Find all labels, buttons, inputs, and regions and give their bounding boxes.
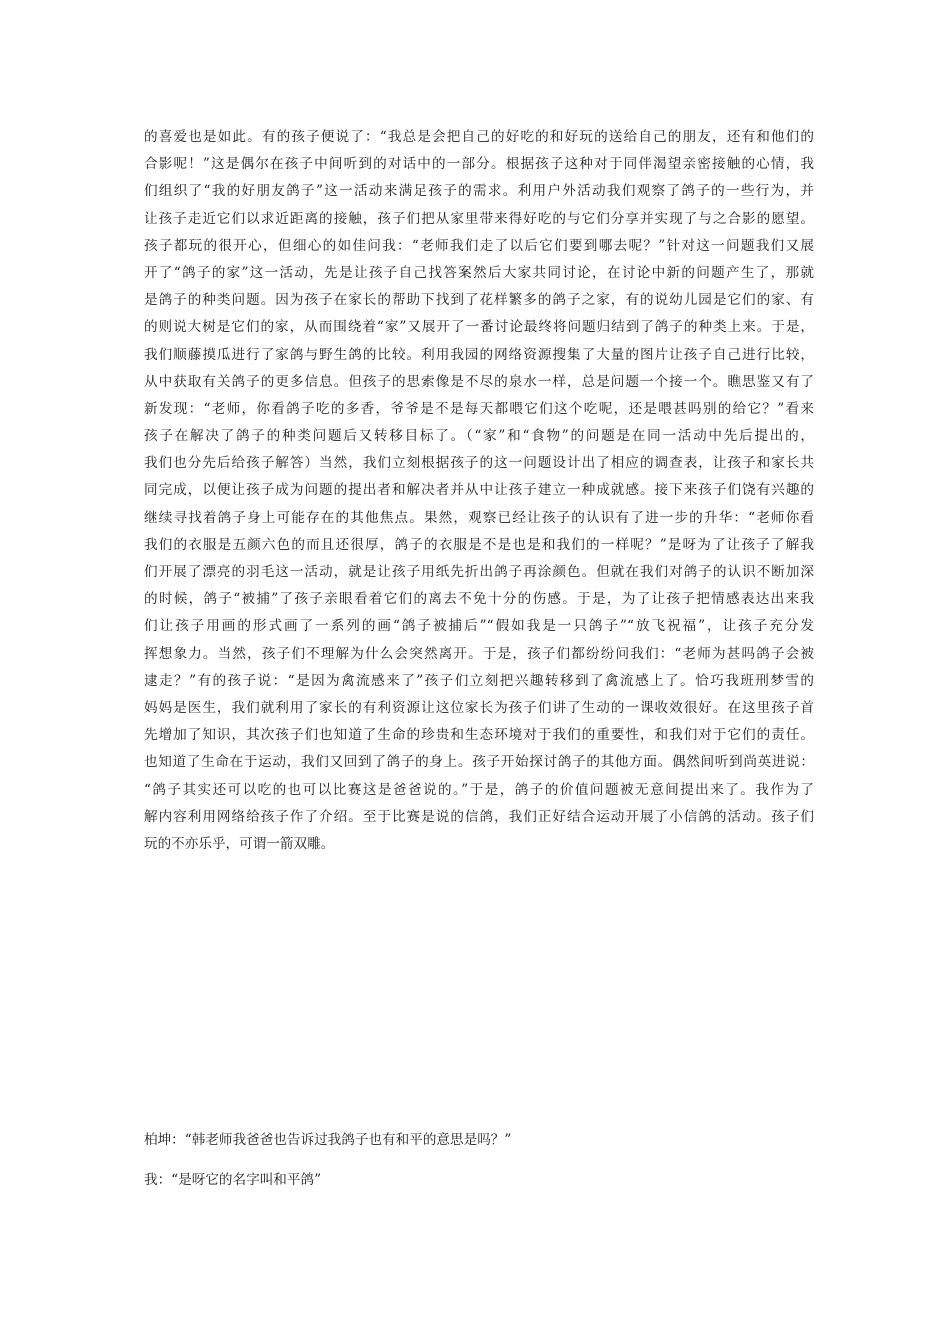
paragraph-line: 们让孩子用画的形式画了一系列的画“鸽子被捕后”“假如我是一只鸽子”“放飞祝福”，让孩子充分发 (144, 618, 814, 635)
paragraph-line: 继续寻找着鸽子身上可能存在的其他焦点。果然，观察已经让孩子的认识有了进一步的升华：“老师你看 (144, 509, 814, 526)
paragraph-line: “鸽子其实还可以吃的也可以比赛这是爸爸说的。”于是，鸽子的价值问题被无意间提出来了。我作为了 (144, 781, 814, 798)
paragraph-line: 新发现：“老师，你看鸽子吃的多香，爷爷是不是每天都喂它们这个吃呢，还是喂甚吗别的给它？”看来 (144, 400, 814, 417)
paragraph-line: 我们顺藤摸瓜进行了家鸽与野生鸽的比较。利用我园的网络资源搜集了大量的图片让孩子自己进行比较， (144, 346, 814, 363)
paragraph-line: 妈妈是医生，我们就利用了家长的有利资源让这位家长为孩子们讲了生动的一课收效很好。在这里孩子首 (144, 699, 814, 716)
dialogue-line-teacher: 我：“是呀它的名字叫和平鸽” (144, 1172, 322, 1188)
paragraph-line: 我们的衣服是五颜六色的而且还很厚，鸽子的衣服是不是也是和我们的一样呢？”是呀为了让孩子了解我 (144, 536, 814, 553)
paragraph-line: 的则说大树是它们的家，从而围绕着“家”又展开了一番讨论最终将问题归结到了鸽子的种类上来。于是， (144, 319, 814, 336)
paragraph-line: 合影呢！”这是偶尔在孩子中间听到的对话中的一部分。根据孩子这种对于同伴渴望亲密接触的心情，我 (144, 156, 814, 173)
paragraph-line: 孩子在解决了鸽子的种类问题后又转移目标了。（“家”和“食物”的问题是在同一活动中先后提出的， (144, 428, 814, 445)
paragraph-line: 的喜爱也是如此。有的孩子便说了：“我总是会把自己的好吃的和好玩的送给自己的朋友，还有和他们的 (144, 129, 814, 145)
paragraph-line: 开了“鸽子的家”这一活动，先是让孩子自己找答案然后大家共同讨论，在讨论中新的问题产生了，那就 (144, 264, 814, 281)
paragraph-line: 也知道了生命在于运动，我们又回到了鸽子的身上。孩子开始探讨鸽子的其他方面。偶然间听到尚英进说： (144, 754, 814, 771)
paragraph-line: 解内容利用网络给孩子作了介绍。至于比赛是说的信鸽，我们正好结合运动开展了小信鸽的活动。孩子们 (144, 808, 814, 825)
paragraph-line: 同完成，以便让孩子成为问题的提出者和解决者并从中让孩子建立一种成就感。接下来孩子们饶有兴趣的 (144, 482, 814, 499)
paragraph-line: 逮走？”有的孩子说：“是因为禽流感来了”孩子们立刻把兴趣转移到了禽流感上了。恰巧我班刑梦雪的 (144, 672, 814, 689)
paragraph-line: 从中获取有关鸽子的更多信息。但孩子的思索像是不尽的泉水一样，总是问题一个接一个。瞧思鉴又有了 (144, 373, 814, 390)
paragraph-line: 们开展了漂亮的羽毛这一活动，就是让孩子用纸先折出鸽子再涂颜色。但就在我们对鸽子的认识不断加深 (144, 564, 814, 580)
paragraph-line: 我们也分先后给孩子解答）当然，我们立刻根据孩子的这一问题设计出了相应的调查表，让孩子和家长共 (144, 455, 814, 472)
body-paragraph (144, 124, 814, 858)
paragraph-line: 让孩子走近它们以求近距离的接触，孩子们把从家里带来得好吃的与它们分享并实现了与之合影的愿望。 (144, 210, 814, 227)
paragraph-line: 玩的不亦乐乎，可谓一箭双雕。 (144, 835, 335, 852)
dialogue-line-bokun: 柏坤：“韩老师我爸爸也告诉过我鸽子也有和平的意思是吗？” (144, 1132, 512, 1148)
paragraph-line: 挥想象力。当然，孩子们不理解为什么会突然离开。于是，孩子们都纷纷问我们：“老师为甚吗鸽子会被 (144, 645, 814, 662)
paragraph-line: 的时候，鸽子“被捕”了孩子亲眼看着它们的离去不免十分的伤感。于是，为了让孩子把情感表达出来我 (144, 591, 814, 608)
paragraph-line: 先增加了知识，其次孩子们也知道了生命的珍贵和生态环境对于我们的重要性，和我们对于它们的责任。 (144, 727, 814, 744)
paragraph-line: 孩子都玩的很开心，但细心的如佳问我：“老师我们走了以后它们要到哪去呢？”针对这一问题我们又展 (144, 237, 814, 254)
paragraph-line: 们组织了“我的好朋友鸽子”这一活动来满足孩子的需求。利用户外活动我们观察了鸽子的一些行为，并 (144, 183, 814, 200)
paragraph-line: 是鸽子的种类问题。因为孩子在家长的帮助下找到了花样繁多的鸽子之家，有的说幼儿园是它们的家、有 (144, 292, 814, 309)
